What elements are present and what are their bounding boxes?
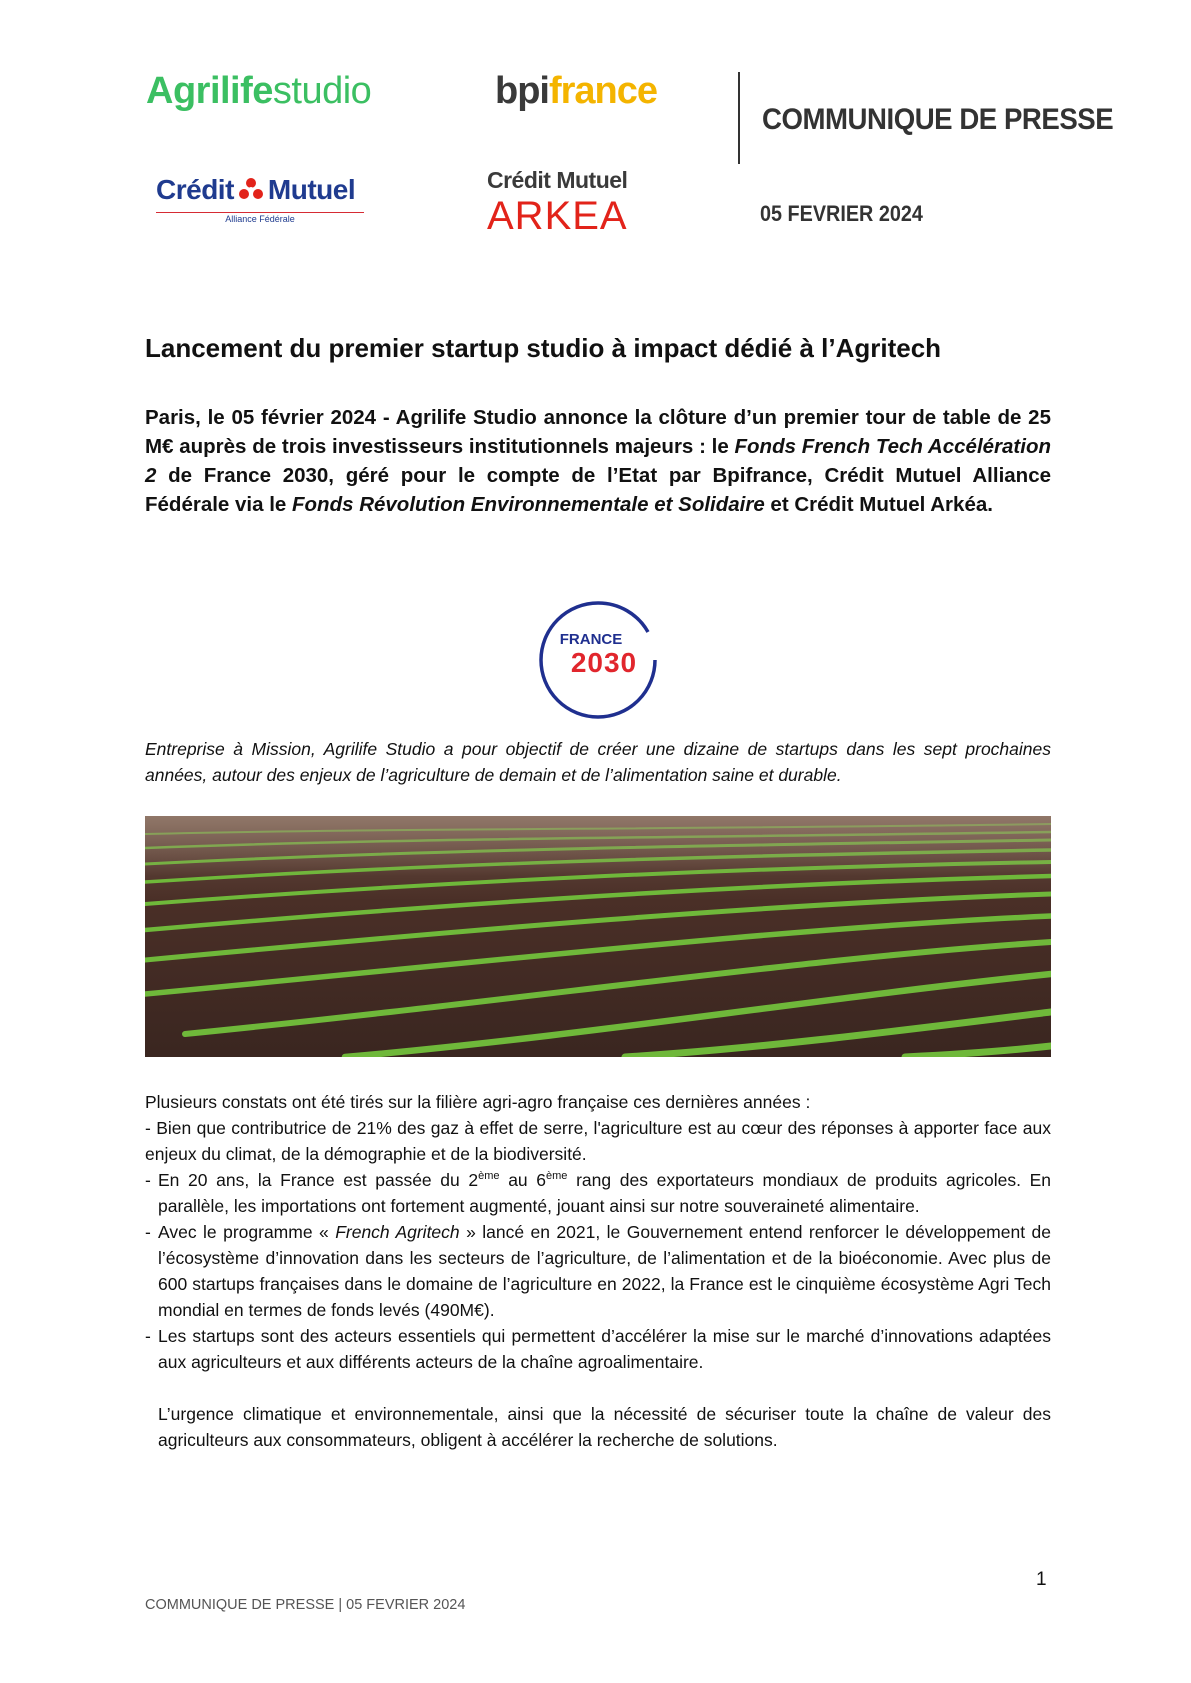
page-footer: COMMUNIQUE DE PRESSE | 05 FEVRIER 2024 xyxy=(145,1597,466,1613)
bullet-3-part-b: » lancé en 2021, le Gouvernement entend renforcer le développement de l’écosystème d’innovation dans les secteurs de l’agriculture, de l’alimentation et de la bioéconomie. Avec plus de 600 startups françaises dans le domaine de l’agriculture en 2022, la France est le cinquième écosystème Agri Tech mondial en termes de fonds levés (490M€). xyxy=(158,1222,1051,1320)
bullet-4-text: Les startups sont des acteurs essentiels qui permettent d’accélérer la mise sur le marché d’innovations adaptées aux agriculteurs et aux différents acteurs de la chaîne agroalimentaire. xyxy=(158,1326,1051,1372)
mission-statement: Entreprise à Mission, Agrilife Studio a pour objectif de créer une dizaine de startups dans les sept prochaines années, autour des enjeux de l’agriculture de demain et de l’alimentation saine et durable. xyxy=(145,739,1051,785)
bpi-logo-part1: bpi xyxy=(495,70,549,112)
cm-logo-part2: Mutuel xyxy=(267,174,356,205)
bullet-2-part-a: En 20 ans, la France est passée du 2 xyxy=(158,1170,479,1190)
bullet-2-sup-2: ème xyxy=(546,1170,568,1183)
bpi-logo-part2: france xyxy=(548,70,658,112)
lead-text-3: et Crédit Mutuel Arkéa. xyxy=(764,493,993,516)
press-release-date: 05 FEVRIER 2024 xyxy=(760,201,923,226)
bullet-3-part-a: Avec le programme « xyxy=(158,1222,336,1242)
page-title: Lancement du premier startup studio à impact dédié à l’Agritech xyxy=(145,333,942,363)
cm-flower-icon xyxy=(238,177,264,203)
crop-field-photo xyxy=(145,816,1051,1057)
arkea-logo-line2: ARKEA xyxy=(487,194,628,238)
bullet-4 xyxy=(145,1323,1051,1375)
header-divider xyxy=(738,72,740,164)
bullet-3-dash: - xyxy=(145,1222,151,1242)
agrilife-logo-part2: studio xyxy=(272,70,372,112)
cm-logo-part1: Crédit xyxy=(156,174,234,205)
bullet-4-dash: - xyxy=(145,1326,151,1346)
credit-mutuel-logo xyxy=(156,174,364,224)
page-number: 1 xyxy=(1036,1569,1047,1590)
bullet-2 xyxy=(145,1167,1051,1219)
agrilife-logo-part1: Agrilife xyxy=(146,70,273,112)
lead-text-2: de France 2030, géré pour le compte de l’Etat par Bpifrance, Crédit Mutuel Alliance Fédérale via le xyxy=(145,464,1051,516)
body-intro: Plusieurs constats ont été tirés sur la filière agri-agro française ces dernières années : xyxy=(145,1092,811,1112)
agrilife-studio-logo xyxy=(146,70,371,113)
cm-logo-subtitle: Alliance Fédérale xyxy=(156,212,364,224)
france-2030-logo xyxy=(536,598,660,722)
bullet-3 xyxy=(145,1219,1051,1323)
bullet-2-dash: - xyxy=(145,1170,151,1190)
bullet-3-text xyxy=(158,1219,1051,1323)
france-2030-line1: FRANCE xyxy=(559,631,623,648)
bullet-3-program-name: French Agritech xyxy=(335,1222,460,1242)
arkea-logo-line1: Crédit Mutuel xyxy=(487,167,628,193)
lead-fund-2: Fonds Révolution Environnementale et Solidaire xyxy=(292,493,765,516)
lead-paragraph xyxy=(145,403,1051,519)
lead-text-1: Paris, le 05 février 2024 - Agrilife Studio annonce la clôture d’un premier tour de table de 25 M€ auprès de trois investisseurs institutionnels majeurs : le xyxy=(145,406,1051,458)
france-2030-line2: 2030 xyxy=(570,647,638,678)
bullet-2-part-b: au 6 xyxy=(499,1170,547,1190)
bullet-2-text xyxy=(158,1167,1051,1219)
press-release-label: COMMUNIQUE DE PRESSE xyxy=(762,103,1114,136)
closing-paragraph: L’urgence climatique et environnementale, ainsi que la nécessité de sécuriser toute la chaîne de valeur des agriculteurs aux consommateurs, obligent à accélérer la recherche de solutions. xyxy=(158,1404,1051,1450)
bullet-1: - Bien que contributrice de 21% des gaz à effet de serre, l'agriculture est au cœur des réponses à apporter face aux enjeux du climat, de la démographie et de la biodiversité. xyxy=(145,1118,1051,1164)
body-text xyxy=(145,1089,1051,1453)
bullet-2-sup-1: ème xyxy=(478,1170,500,1183)
lead-fund-1: Fonds French Tech Accélération 2 xyxy=(145,435,1051,487)
bullet-2-part-c: rang des exportateurs mondiaux de produits agricoles. En parallèle, les importations ont fortement augmenté, jouant ainsi sur notre souveraineté alimentaire. xyxy=(158,1170,1051,1216)
credit-mutuel-arkea-logo xyxy=(487,167,628,236)
bpifrance-logo xyxy=(495,70,657,113)
